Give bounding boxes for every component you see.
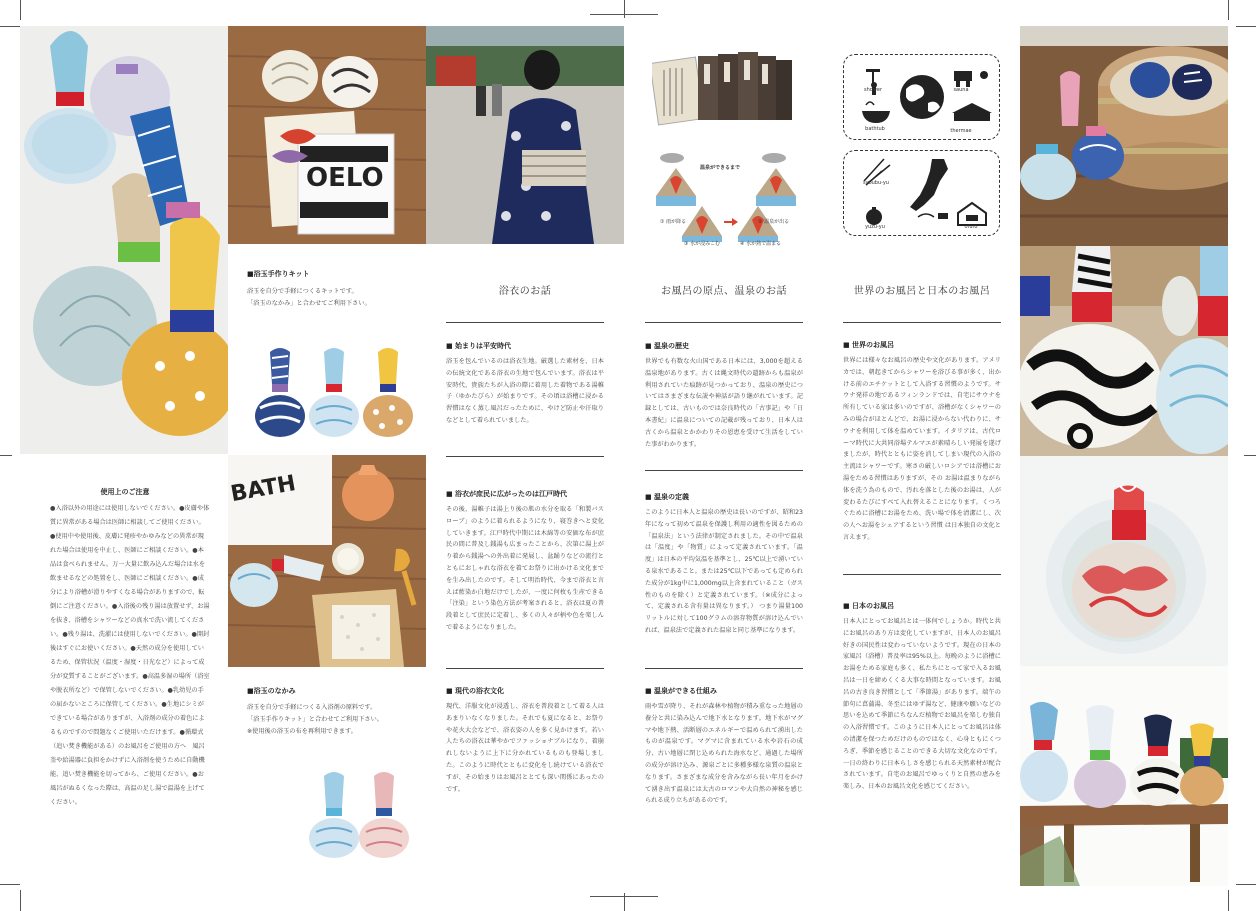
section-heading: ■ 現代の浴衣文化 xyxy=(446,687,505,695)
section-heading: ■ 温泉ができる仕組み xyxy=(645,687,718,695)
icon-label-sauna: sauna xyxy=(953,87,969,93)
section-text: 日本人にとってお風呂とは一体何でしょうか。時代と共にお風呂のあり方は変化していますが、日本人のお風呂好きの国民性は変わっていないようです。現在の日本の家風呂（浴槽）普及率は95%以上。毎晩のように浴槽にお湯をためる家庭も多く、私たちにとって家で入るお風呂は一日を締めくくる大事な時間となっています。お風呂の古き良き習慣として「季節湯」があります。端午の節句に菖蒲湯、冬至にはゆず湯など、健康や願いなどの思いを込めて季節にちなんだ植物でお風呂を楽しむ独自の入浴習慣です。このように日本人にとってお風呂は体の清潔を保つためだけのものではなく、心身ともにくつろぎ、季節を感じることのできる大切な文化なのです。一日の終わりに日本らしさを感じられる天然素材が配合されています。自宅のお風呂でゆっくりと自然の恵みを楽しみ、日本のお風呂文化を感じてください。 xyxy=(843,618,1001,791)
crop-mark xyxy=(0,26,20,27)
crop-mark xyxy=(624,0,625,18)
diagram-step: ③ 水が浸みこむ xyxy=(684,241,721,247)
divider xyxy=(645,470,803,471)
section-heading: ■ 温泉の定義 xyxy=(645,493,690,501)
crop-mark xyxy=(0,455,12,456)
two-bath-balls xyxy=(306,770,412,860)
hero-bath-balls-photo xyxy=(20,26,228,454)
icon-label-thermae: thermae xyxy=(950,128,972,134)
divider xyxy=(843,322,1001,323)
yukata-woman-photo xyxy=(426,26,624,244)
section-heading: ■ 日本のお風呂 xyxy=(843,602,895,610)
icon-label-shower: shower xyxy=(863,87,883,93)
crop-mark xyxy=(20,0,21,20)
icon-label-ofuro: ofuro xyxy=(964,224,978,230)
caution-title: 使用上のご注意 xyxy=(100,488,150,496)
crop-mark xyxy=(590,896,658,897)
section-text: このように日本人と温泉の歴史は長いのですが、昭和23年になって初めて温泉を保護し利用の適性を図るための「温泉法」という法律が制定されました。その中で温泉は「温度」や「物質」によって定義されています。「温度」は日本の平均気温を基準とし、25℃以上で湧いている泉水であること。または25℃以下であっても定められた成分が1kg中に1,000mg以上含まれていること（ガス性のものを除く）と定義されています。（※成分によって、定義される含有量は異なります。） つまり湯量100リットルに対して100グラムの溶存物質が溶け込んでいれば、温泉法で定義された温泉と同じ基準になります。 xyxy=(645,509,803,634)
divider xyxy=(645,668,803,669)
kit-text: 浴玉を自分で手軽につくるキットです。 「浴玉のなかみ」と合わせてご利用下さい。 xyxy=(247,288,371,307)
icon-label-yuzu: yuzu-yu xyxy=(865,224,885,230)
section-heading: ■ 温泉の歴史 xyxy=(645,342,690,350)
svg-text:BATH: BATH xyxy=(228,471,298,508)
divider xyxy=(843,574,1001,575)
section-heading: ■ 世界のお風呂 xyxy=(843,341,895,349)
crop-mark xyxy=(590,14,658,15)
kit-fabric-photo xyxy=(228,26,426,244)
divider xyxy=(446,668,604,669)
bench-bath-balls-photo xyxy=(1020,666,1228,886)
diagram-title: 温泉ができるまで xyxy=(700,165,741,171)
svg-text:OELO: OELO xyxy=(306,163,384,193)
diagram-step: ② 温泉が出る xyxy=(758,219,790,225)
divider xyxy=(645,322,803,323)
three-bath-balls xyxy=(252,344,417,439)
crop-mark xyxy=(1236,884,1256,885)
icon-label-bathtub: bathtub xyxy=(865,126,885,132)
crop-mark xyxy=(1236,26,1256,27)
kit-heading: ■浴玉手作りキット xyxy=(247,270,310,278)
section-text: 浴玉を包んでいるのは浴衣生地。厳選した素材を、日本の伝統文化である浴衣の生地で包んでいます。浴衣は平安時代、貴族たちが入浴の際に着用した着物である湯帷子（ゆかたびら）が始まりです。その頃は浴槽に浸かる習慣はなく蒸し風呂だったために、やけど防止や汗取りなどとして着られていました。 xyxy=(446,358,604,424)
crop-mark xyxy=(20,890,21,911)
wooden-bucket-photo xyxy=(1020,26,1228,246)
crop-mark xyxy=(1228,890,1229,911)
world-title: 世界のお風呂と日本のお風呂 xyxy=(853,286,991,297)
bath-balls-closeup-photo xyxy=(1020,246,1228,456)
section-heading: ■ 浴衣が庶民に広がったのは江戸時代 xyxy=(446,490,568,498)
section-text: 世界には様々なお風呂の歴史や文化があります。アメリカでは、朝起きてからシャワーを浴びる事が多く、出かける前のエチケットとして入浴する習慣のようです。サウナ発祥の地であるフィンランドでは、自宅にサウナを所有している家は多いのですが、浴槽がなくシャワーのみの場合がほとんどで、お湯に浸からない代わりに、サウナを利用して体を温めています。イタリアは、古代ローマ時代に大共同浴場テルマエが素晴らしい発展を遂げましたが、時代とともに姿を消してしまい現代の入浴の主流はシャワーです。寒さの厳しいロシアでは浴槽にお湯をためる習慣はありますが、その お湯は温まりながら体を洗う為のもので、汚れを落とした後のお湯は、人が変わるたびにすべて入れ替えることになります。くつろぐために浴槽にお湯をため、洗い場で体を清潔にし、次の人へお湯をシェアするという習慣 は日本独自の文化と言えます。 xyxy=(843,357,1001,541)
divider xyxy=(446,322,604,323)
yukata-title: 浴衣のお話 xyxy=(498,286,552,297)
icon-label-syoubu: syoubu-yu xyxy=(863,180,889,186)
section-text: 雨や雪が降り、それが森林や植物が積み重なった地層の養分と共に染み込んで地下水となります。地下水がマグマや地下熱、活断層のエネルギーで温められて湧出したものが温泉です。マグマに含まれている水や岩石の成分、古い地層に閉じ込められた海水など、通過した場所の成分が溶け込み、源泉ごとに多種多様な泉質の温泉となります。さまざまな成分を含みながら長い年月をかけて湧き出す温泉には太古のロマンや大自然の神秘を感じられる成り立ちがあるのです。 xyxy=(645,703,803,805)
section-text: 世界でも有数な火山国である日本には、3,000を超える温泉地があります。古くは縄文時代の遺跡からも温泉が利用されていた痕跡が見つかっており、温泉の歴史についてはさまざまな伝説や神話が語り継がれています。記録としては、古いものでは奈良時代の「古事記」や「日本書紀」に温泉についての記載が残っており、日本人は古くから温泉とかかわりその恩恵を受けて生活をしていた事がわかります。 xyxy=(645,358,803,448)
caution-text: ●入浴以外の用途には使用しないでください。●皮膚や体質に異常がある場合は医師に相談してご使用ください。●使用中や使用後、皮膚に発疹やかゆみなどの異常が現れた場合は使用を中止し、医師にご相談ください。●本品は食べられません。万一大量に飲み込んだ場合は水を飲ませるなどの処置をし、医師にご相談ください。●成分により浴槽が滑りやすくなる場合がありますので、転倒にご注意ください。●入浴後の残り湯は放置せず、お湯を抜き、浴槽をシャワーなどの真水で洗い流してください。●残り湯は、洗濯には使用しないでください。●開封後はすぐにお使いください。●天然の成分を使用しているため、保管状況（温度・湿度・日光など）によって成分が変質することがございます。●高温多湿の場所（浴室や脱衣所など）で保管しないでください。●乳幼児の手の届かないところに保管してください。●生地にシミができている場合がありますが、入浴剤の成分の着色によるものですので問題なくご使用いただけます。●循環式（追い焚き機能がある）のお風呂をご使用の方へ 風呂釜や給湯器に負担をかけずに入浴剤を使うために自動機能、追い焚き機能を切ってから、ご使用ください。●お風呂がぬるくなった際は、高温の足し湯で温湯を上げてください。 xyxy=(50,505,210,806)
crop-mark xyxy=(1244,455,1256,456)
diagram-step: ④ 水が熱で温まる xyxy=(740,241,782,247)
bath-ball-in-water-photo xyxy=(1020,456,1228,666)
onsen-title: お風呂の原点、温泉のお話 xyxy=(661,286,787,297)
crop-mark xyxy=(1228,0,1229,20)
contents-text: 浴玉を自分で手軽につくる入浴剤の原料です。 「浴玉手作りキット」と合わせてご利用下さい。 ※使用後の浴玉の布を再利用できます。 xyxy=(247,704,383,735)
diagram-step: ① 雨が降る xyxy=(660,219,687,225)
section-text: その後、湯帷子は湯上り後の肌の水分を取る「和製バスローブ」のように着られるようになり、寝巻きへと変化していきます。江戸時代中期には木綿等の安価な布が庶民の間に普及し銭湯も広まったことから、次第に湯上がり着から銭湯への外出着に発展し、盆踊りなどの流行とともにおしゃれな浴衣を着てお祭りに出かける文化までを生み出したのです。そして明治時代、今まで浴衣と言えば藍染か白地だけでしたが、一度に何枚も生産できる「注染」という染色方法が考案されると、浴衣は夏の普段着として庶民に定着し、多くの人々が柄や色を楽しんで着るようになりました。 xyxy=(446,506,604,631)
crop-mark xyxy=(0,884,20,885)
section-text: 現代、洋服文化が浸透し、浴衣を普段着として着る人はあまりいなくなりました。それでも夏になると、お祭りや花火大会などで、浴衣姿の人を多く見かけます。若い人たちの浴衣は華やかでファッショナブルになり、着崩れしないように上下に分かれているものも登場しました。このように時代とともに変化をし続けている浴衣ですが、その始まりはお風呂ととても深い関係にあったのです。 xyxy=(446,703,604,793)
old-documents-photo xyxy=(652,46,796,132)
contents-heading: ■浴玉のなかみ xyxy=(247,687,296,695)
divider xyxy=(446,456,604,457)
section-heading: ■ 始まりは平安時代 xyxy=(446,342,512,350)
contents-ingredients-photo xyxy=(228,455,426,667)
